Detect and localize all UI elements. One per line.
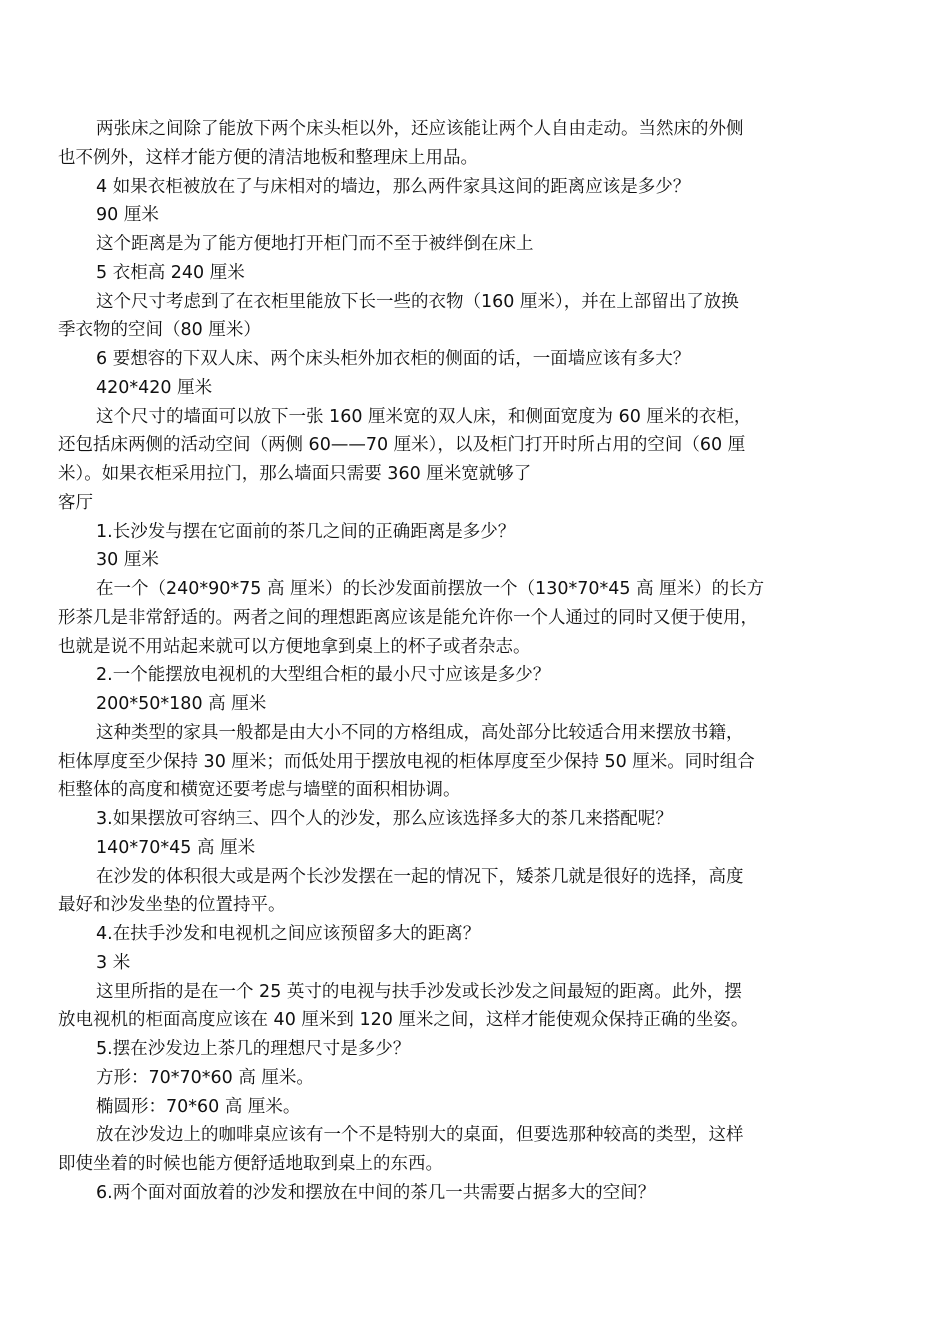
text-line: 这里所指的是在一个 25 英寸的电视与扶手沙发或长沙发之间最短的距离。此外，摆	[96, 981, 742, 1002]
text-line: 这个距离是为了能方便地打开柜门而不至于被绊倒在床上	[96, 234, 534, 254]
text-line: 客厅	[58, 492, 93, 513]
text-line: 季衣物的空间（80 厘米）	[58, 320, 261, 341]
text-line: 200*50*180 高 厘米	[96, 694, 267, 714]
text-line: 这个尺寸考虑到了在衣柜里能放下长一些的衣物（160 厘米），并在上部留出了放换	[96, 291, 739, 312]
text-line: 椭圆形：70*60 高 厘米。	[96, 1096, 301, 1117]
text-line: 这种类型的家具一般都是由大小不同的方格组成，高处部分比较适合用来摆放书籍，	[96, 722, 744, 743]
text-line: 5 衣柜高 240 厘米	[96, 262, 245, 283]
text-line: 30 厘米	[96, 550, 159, 571]
text-line: 也就是说不用站起来就可以方便地拿到桌上的杯子或者杂志。	[58, 636, 531, 657]
text-line: 放电视机的柜面高度应该在 40 厘米到 120 厘米之间，这样才能使观众保持正确的坐姿。	[58, 1010, 749, 1031]
text-line: 还包括床两侧的活动空间（两侧 60——70 厘米），以及柜门打开时所占用的空间（60 厘	[58, 435, 746, 456]
text-line: 3 米	[96, 952, 131, 973]
text-line: 90 厘米	[96, 205, 159, 226]
text-line: 方形：70*70*60 高 厘米。	[96, 1067, 314, 1088]
text-line: 6 要想容的下双人床、两个床头柜外加衣柜的侧面的话，一面墙应该有多大？	[96, 349, 691, 369]
text-line: 140*70*45 高 厘米	[96, 837, 256, 858]
text-line: 2.一个能摆放电视机的大型组合柜的最小尺寸应该是多少？	[96, 665, 551, 686]
text-line: 420*420 厘米	[96, 377, 213, 398]
text-line: 柜整体的高度和横宽还要考虑与墙壁的面积相协调。	[58, 780, 461, 801]
text-line: 柜体厚度至少保持 30 厘米；而低处用于摆放电视的柜体厚度至少保持 50 厘米。同时组合	[58, 751, 755, 772]
text-line: 形茶几是非常舒适的。两者之间的理想距离应该是能允许你一个人通过的同时又便于使用，	[58, 607, 758, 628]
text-line: 米）。如果衣柜采用拉门，那么墙面只需要 360 厘米宽就够了	[58, 464, 532, 484]
text-line: 放在沙发边上的咖啡桌应该有一个不是特别大的桌面，但要选那种较高的类型，这样	[96, 1125, 744, 1146]
text-line: 4 如果衣柜被放在了与床相对的墙边，那么两件家具这间的距离应该是多少？	[96, 176, 691, 197]
text-line: 3.如果摆放可容纳三、四个人的沙发，那么应该选择多大的茶几来搭配呢？	[96, 809, 673, 829]
text-line: 在沙发的体积很大或是两个长沙发摆在一起的情况下，矮茶几就是很好的选择，高度	[96, 866, 744, 887]
text-line: 最好和沙发坐垫的位置持平。	[58, 895, 286, 916]
text-line: 两张床之间除了能放下两个床头柜以外，还应该能让两个人自由走动。当然床的外侧	[96, 119, 744, 139]
text-line: 即使坐着的时候也能方便舒适地取到桌上的东西。	[58, 1154, 443, 1174]
text-line: 这个尺寸的墙面可以放下一张 160 厘米宽的双人床，和侧面宽度为 60 厘米的衣柜，	[96, 406, 752, 427]
text-line: 1.长沙发与摆在它面前的茶几之间的正确距离是多少？	[96, 521, 516, 542]
text-line: 5.摆在沙发边上茶几的理想尺寸是多少？	[96, 1039, 411, 1059]
text-line: 4.在扶手沙发和电视机之间应该预留多大的距离？	[96, 924, 481, 944]
text-line: 在一个（240*90*75 高 厘米）的长沙发面前摆放一个（130*70*45 高 厘米）的长方	[96, 579, 765, 599]
text-line: 6.两个面对面放着的沙发和摆放在中间的茶几一共需要占据多大的空间？	[96, 1182, 656, 1203]
text-line: 也不例外，这样才能方便的清洁地板和整理床上用品。	[58, 147, 478, 168]
